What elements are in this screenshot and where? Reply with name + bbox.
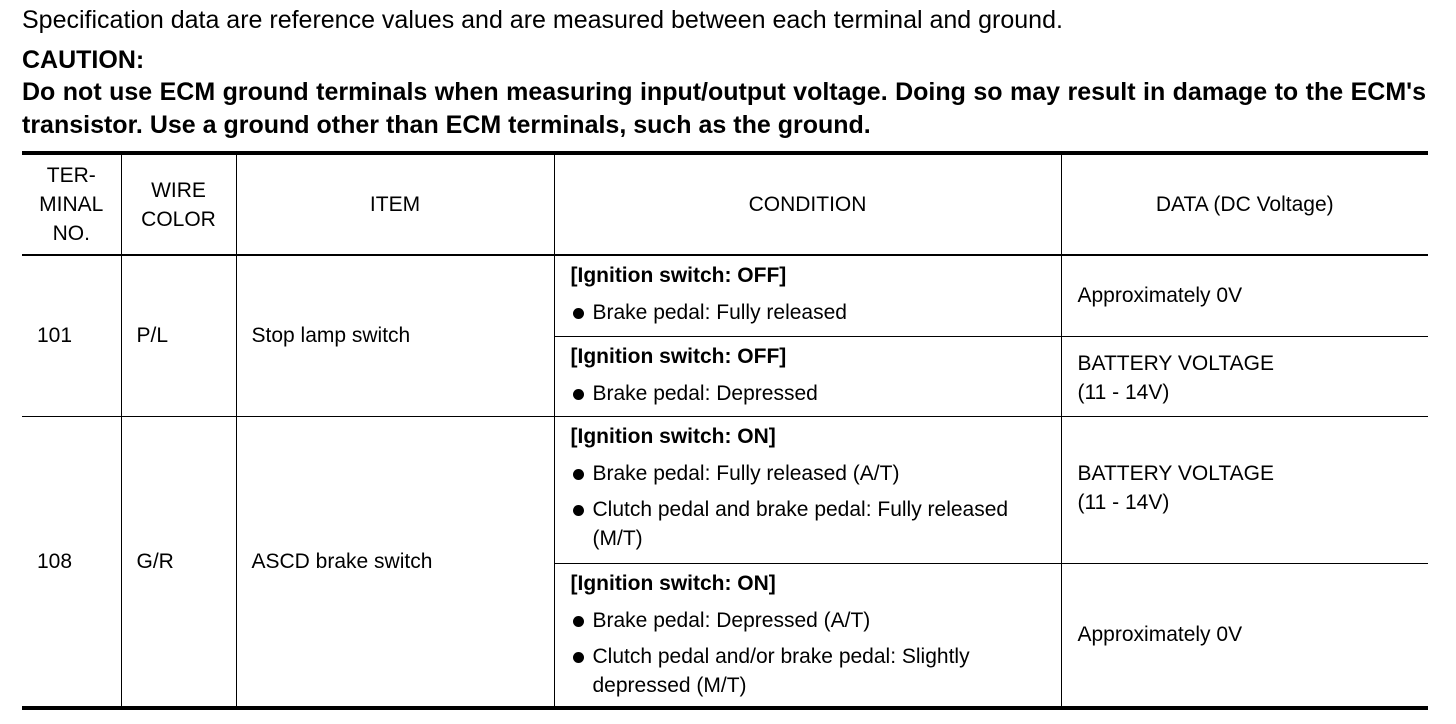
- table-row: [22, 416, 1428, 563]
- condition-cell: [554, 416, 1061, 563]
- item-name: ASCD brake switch: [236, 416, 554, 708]
- condition-bullet: Clutch pedal and/or brake pedal: Slightly depressed (M/T): [571, 642, 1055, 700]
- condition-heading: [Ignition switch: OFF]: [570, 264, 787, 287]
- table-row: [22, 255, 1428, 336]
- bullet-icon: [573, 616, 584, 627]
- condition-cell: [554, 336, 1061, 416]
- condition-cell: [554, 563, 1061, 708]
- bullet-icon: [573, 505, 584, 516]
- header-terminal-no: TER- MINAL NO.: [22, 153, 121, 255]
- header-condition: CONDITION: [554, 153, 1061, 255]
- intro-text: Specification data are reference values and are measured between each terminal and ground.: [22, 6, 1063, 34]
- item-name: Stop lamp switch: [236, 255, 554, 416]
- bullet-icon: [573, 308, 584, 319]
- terminal-number: 108: [22, 416, 121, 708]
- data-cell: BATTERY VOLTAGE (11 - 14V): [1061, 336, 1428, 416]
- table-header-row: [22, 153, 1428, 255]
- data-cell: Approximately 0V: [1077, 623, 1243, 647]
- condition-bullet: Brake pedal: Depressed: [571, 379, 1055, 408]
- header-data: DATA (DC Voltage): [1061, 153, 1428, 255]
- terminal-spec-table: [22, 151, 1428, 710]
- condition-bullet: Brake pedal: Fully released: [571, 298, 1055, 327]
- condition-bullet: Brake pedal: Fully released (A/T): [571, 459, 1055, 488]
- condition-heading: [Ignition switch: ON]: [570, 424, 776, 448]
- terminal-number: 101: [22, 255, 121, 416]
- bullet-icon: [573, 389, 584, 400]
- condition-cell: [554, 255, 1061, 336]
- condition-bullet: Clutch pedal and brake pedal: Fully released (M/T): [571, 495, 1055, 553]
- condition-heading: [Ignition switch: ON]: [570, 571, 776, 595]
- condition-bullet: Brake pedal: Depressed (A/T): [571, 606, 1055, 635]
- data-cell: BATTERY VOLTAGE (11 - 14V): [1061, 416, 1428, 563]
- bullet-icon: [573, 652, 584, 663]
- condition-heading: [Ignition switch: OFF]: [570, 344, 787, 368]
- wire-color: P/L: [121, 255, 236, 416]
- wire-color: G/R: [121, 416, 236, 708]
- data-cell: Approximately 0V: [1061, 255, 1428, 336]
- header-item: ITEM: [236, 153, 554, 255]
- caution-text: Do not use ECM ground terminals when measuring input/output voltage. Doing so may result in damage to the ECM's transistor. Use a ground other than ECM terminals, such as the ground.: [22, 78, 1426, 139]
- header-wire-color: WIRE COLOR: [121, 153, 236, 255]
- caution-title: CAUTION:: [22, 46, 145, 74]
- bullet-icon: [573, 469, 584, 480]
